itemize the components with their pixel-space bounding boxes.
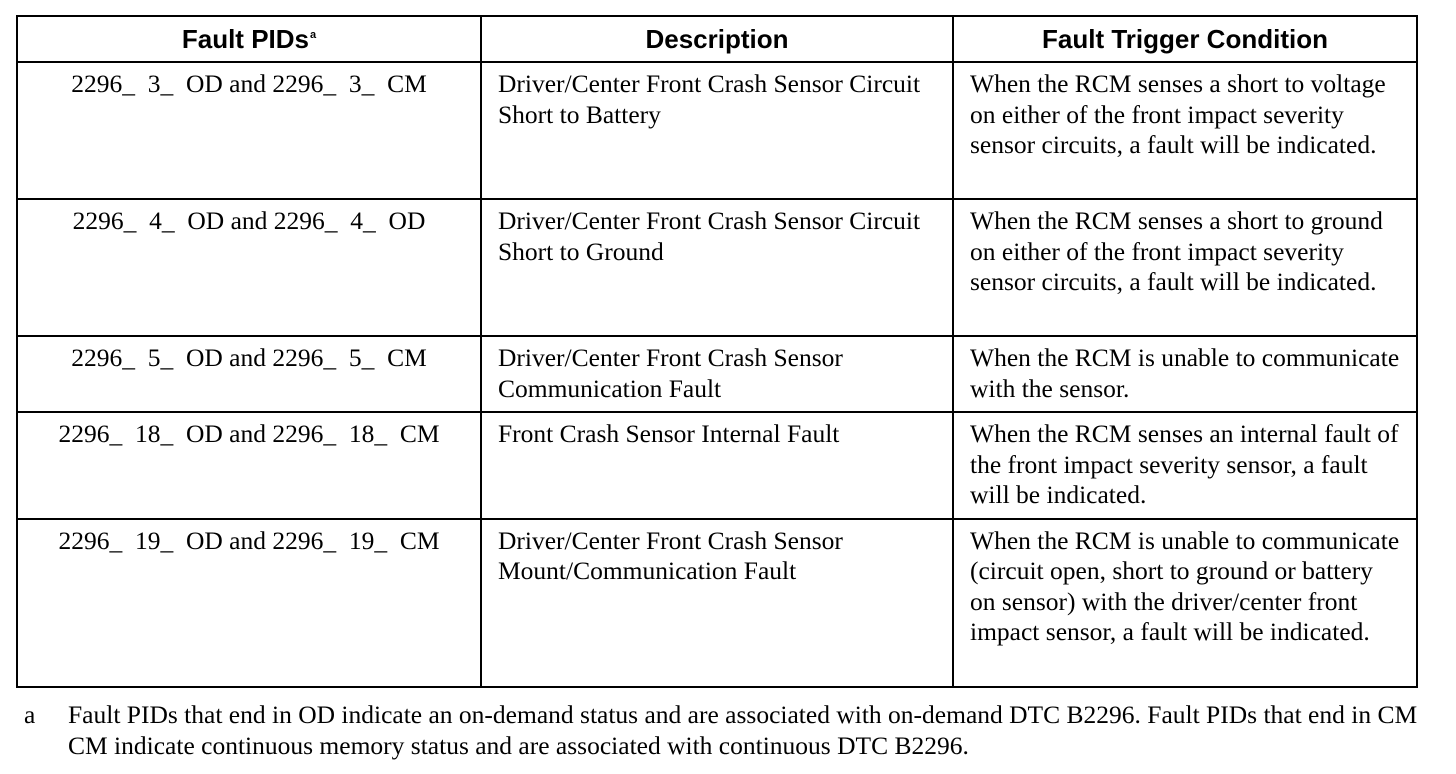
fault-pid-cell: 2296_ 18_ OD and 2296_ 18_ CM: [17, 412, 481, 519]
header-fault-pids-label: Fault PIDs: [181, 23, 309, 54]
table-header-row: [17, 16, 1417, 62]
header-fault-pids: [17, 16, 481, 62]
fault-pid-cell: 2296_ 3_ OD and 2296_ 3_ CM: [17, 62, 481, 199]
trigger-condition-cell: When the RCM is unable to communicate (circuit open, short to ground or battery on sensor) with the driver/center front impact sensor, a fault will be indicated.: [953, 519, 1417, 687]
trigger-condition-cell: When the RCM senses a short to voltage on either of the front impact severity sensor circuits, a fault will be indicated.: [953, 62, 1417, 199]
fault-pid-cell: 2296_ 19_ OD and 2296_ 19_ CM: [17, 519, 481, 687]
fault-pid-cell: 2296_ 4_ OD and 2296_ 4_ OD: [17, 199, 481, 336]
description-cell: Driver/Center Front Crash Sensor Circuit Short to Ground: [481, 199, 953, 336]
description-cell: Driver/Center Front Crash Sensor Communication Fault: [481, 336, 953, 412]
table-row: [17, 412, 1417, 519]
footnote-text: Fault PIDs that end in OD indicate an on-demand status and are associated with on-demand DTC B2296. Fault PIDs that end in CM CM indicate continuous memory status and are associated with continuous DTC B2296.: [68, 700, 1418, 760]
description-cell: Front Crash Sensor Internal Fault: [481, 412, 953, 519]
description-cell: Driver/Center Front Crash Sensor Circuit Short to Battery: [481, 62, 953, 199]
footnote-reference: a: [310, 28, 317, 41]
table-row: [17, 519, 1417, 687]
trigger-condition-cell: When the RCM senses an internal fault of the front impact severity sensor, a fault will be indicated.: [953, 412, 1417, 519]
description-cell: Driver/Center Front Crash Sensor Mount/Communication Fault: [481, 519, 953, 687]
fault-pid-table: [16, 15, 1418, 688]
trigger-condition-cell: When the RCM is unable to communicate with the sensor.: [953, 336, 1417, 412]
footnote-marker: a: [24, 700, 36, 729]
fault-pid-table-container: [16, 15, 1416, 688]
table-row: [17, 199, 1417, 336]
table-row: [17, 336, 1417, 412]
header-description: Description: [481, 16, 953, 62]
header-trigger-condition: Fault Trigger Condition: [953, 16, 1417, 62]
trigger-condition-cell: When the RCM senses a short to ground on either of the front impact severity sensor circuits, a fault will be indicated.: [953, 199, 1417, 336]
fault-pid-cell: 2296_ 5_ OD and 2296_ 5_ CM: [17, 336, 481, 412]
footnote: [24, 700, 1424, 761]
table-row: [17, 62, 1417, 199]
